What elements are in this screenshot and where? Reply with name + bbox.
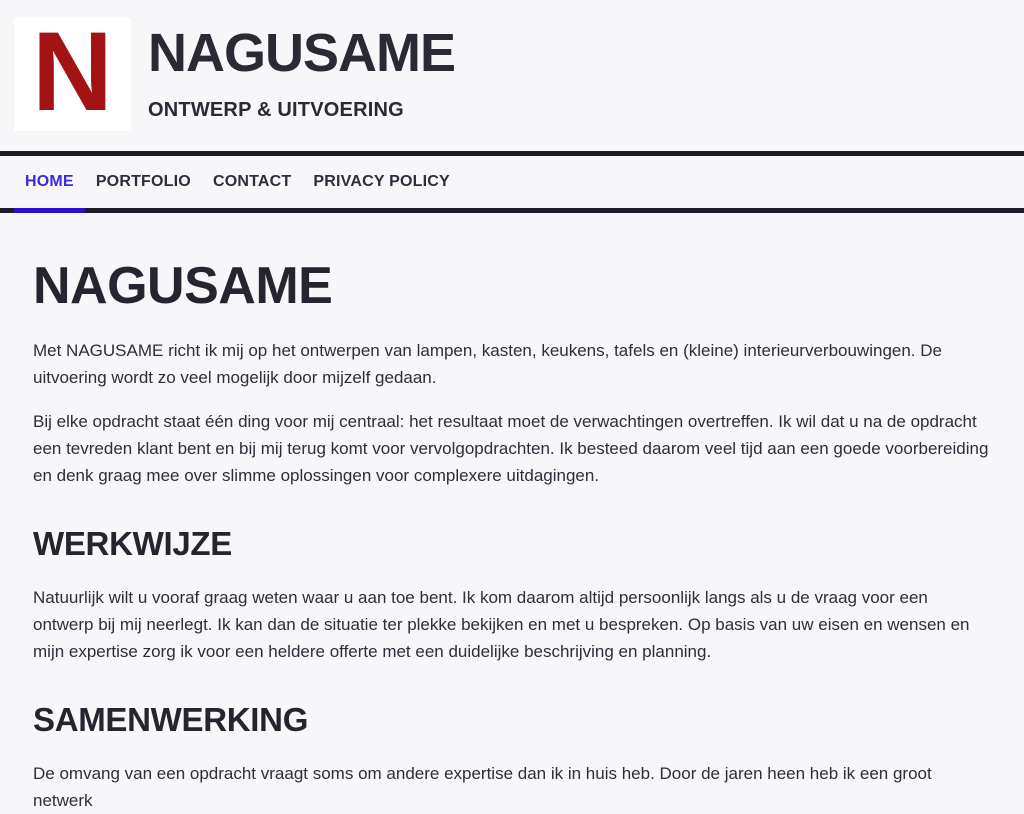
nav-item-portfolio[interactable]: PORTFOLIO — [95, 173, 191, 190]
logo-letter-n: N — [32, 8, 113, 134]
page-title: NAGUSAME — [33, 257, 333, 315]
intro-paragraph-2: Bij elke opdracht staat één ding voor mij centraal: het resultaat moet de verwachtingen overtreffen. Ik wil dat u na de opdracht een tevreden klant bent en bij mij terug komt voor vervolgopdrachten. Ik besteed daarom veel tijd aan een goede voorbereiding en denk graag mee over slimme oplossingen voor complexere uitdagingen. — [33, 412, 989, 486]
site-header — [0, 0, 1024, 151]
intro-paragraph-1: Met NAGUSAME richt ik mij op het ontwerpen van lampen, kasten, keukens, tafels en (kleine) interieurverbouwingen. De uitvoering wordt zo veel mogelijk door mijzelf gedaan. — [33, 341, 942, 388]
samenwerking-paragraph: De omvang van een opdracht vraagt soms om andere expertise dan ik in huis heb. Door de jaren heen heb ik een groot netwerk — [33, 764, 932, 811]
nav-item-contact[interactable]: CONTACT — [212, 173, 292, 190]
main-content — [0, 213, 1024, 814]
site-title[interactable]: NAGUSAME — [148, 23, 456, 83]
werkwijze-paragraph: Natuurlijk wilt u vooraf graag weten waar u aan toe bent. Ik kom daarom altijd persoonlijk langs als u de vraag voor een ontwerp bij mij neerlegt. Ik kan dan de situatie ter plekke bekijken en met u bespreken. Op basis van uw eisen en wensen en mijn expertise zorg ik voor een heldere offerte met een duidelijke beschrijving en planning. — [33, 588, 970, 662]
nav-item-home[interactable]: HOME — [14, 156, 85, 208]
brand-text — [148, 18, 455, 122]
nav-item-privacy-policy[interactable]: PRIVACY POLICY — [313, 173, 450, 190]
section-title-samenwerking: SAMENWERKING — [33, 701, 309, 739]
main-nav — [0, 151, 1024, 213]
site-logo[interactable] — [14, 8, 131, 134]
site-tagline: ONTWERP & UITVOERING — [148, 99, 404, 122]
section-title-werkwijze: WERKWIJZE — [33, 525, 232, 563]
